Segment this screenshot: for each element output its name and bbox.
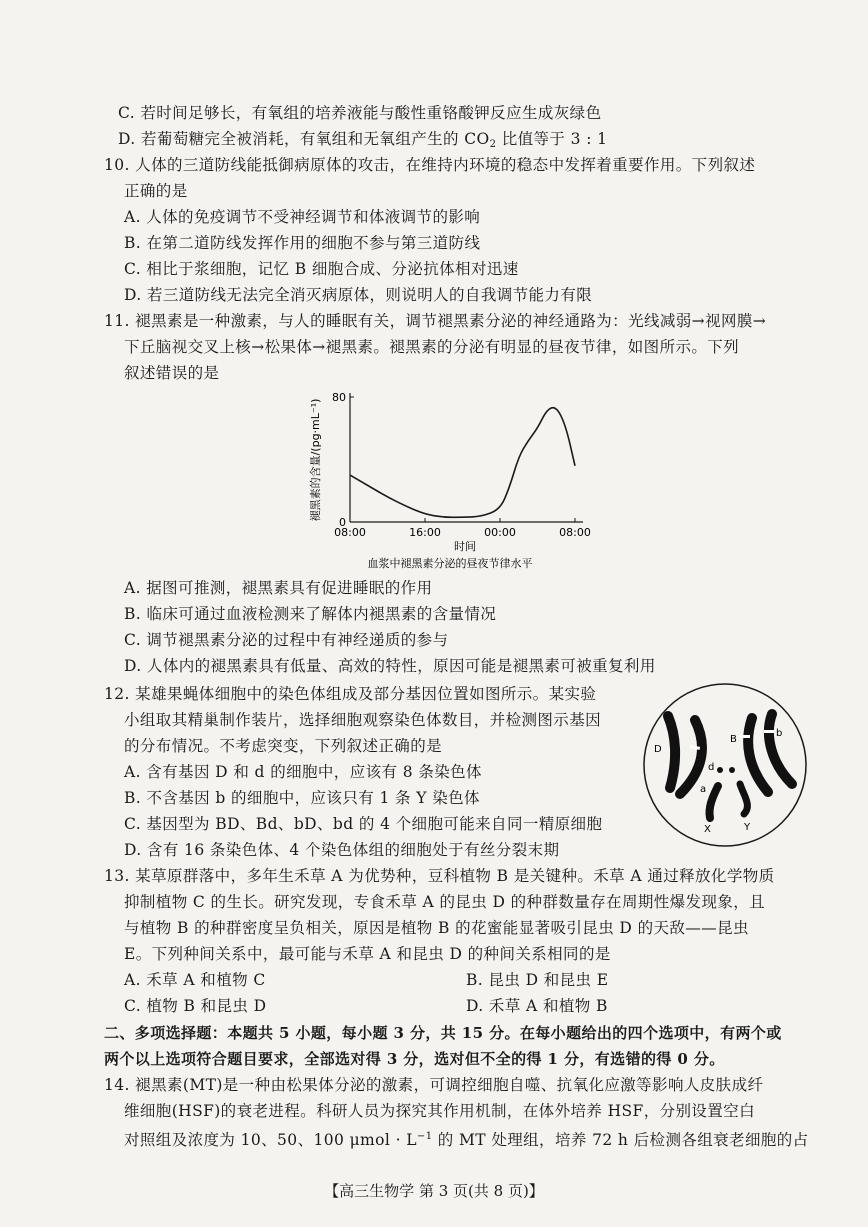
q13-stem-cont3: E。下列种间关系中，最可能与禾草 A 和昆虫 D 的种间关系相同的是 [124, 945, 611, 963]
q12-option-c: C. 基因型为 BD、Bd、bD、bd 的 4 个细胞可能来自同一精原细胞 [124, 815, 603, 833]
q11-stem-cont: 下丘脑视交叉上核→松果体→褪黑素。褪黑素的分泌有明显的昼夜节律，如图所示。下列 [124, 338, 740, 356]
chart-caption: 血浆中褪黑素分泌的昼夜节律水平 [367, 557, 533, 570]
chromosome-right-2 [769, 714, 792, 784]
q11-option-d: D. 人体内的褪黑素具有低量、高效的特性，原因可能是褪黑素可被重复利用 [124, 657, 656, 675]
y-tick-label: 0 [339, 516, 346, 529]
gene-label-D: D [654, 744, 662, 755]
q12-option-d: D. 含有 16 条染色体、4 个染色体组的细胞处于有丝分裂末期 [124, 841, 560, 859]
chromosome-left-2 [680, 720, 702, 794]
chart-x-axis-label: 时间 [454, 540, 476, 553]
chromosome-label-Y: Y [744, 822, 751, 833]
melatonin-series-line [350, 408, 575, 518]
q13-stem-cont2: 与植物 B 的种群密度呈负相关，原因是植物 B 的花蜜能显著吸引昆虫 D 的天敌——昆虫 [124, 919, 749, 937]
chart-axes [350, 393, 583, 522]
chromosome-figure [640, 680, 810, 850]
q10-option-c: C. 相比于浆细胞，记忆 B 细胞合成、分泌抗体相对迅速 [124, 260, 519, 278]
section-2-heading-cont: 两个以上选项符合题目要求，全部选对得 3 分，选对但不全的得 1 分，有选错的得 0 分。 [104, 1050, 725, 1068]
q12-option-a: A. 含有基因 D 和 d 的细胞中，应该有 8 条染色体 [124, 763, 482, 781]
q12-stem-cont: 小组取其精巢制作装片，选择细胞观察染色体数目，并检测图示基因 [124, 711, 602, 729]
q10-option-b: B. 在第二道防线发挥作用的细胞不参与第三道防线 [124, 234, 481, 252]
q11-option-a: A. 据图可推测，褪黑素具有促进睡眠的作用 [124, 579, 433, 597]
q11-stem: 11. 褪黑素是一种激素，与人的睡眠有关，调节褪黑素分泌的神经通路为：光线减弱→视网膜→ [104, 312, 767, 330]
y-tick-label: 80 [332, 391, 346, 404]
q13-option-d: D. 禾草 A 和植物 B [466, 997, 608, 1015]
x-tick-label: 16:00 [409, 526, 441, 539]
q10-stem-cont: 正确的是 [124, 182, 188, 200]
q12-stem: 12. 某雄果蝇体细胞中的染色体组成及部分基因位置如图所示。某实验 [104, 685, 597, 703]
x-tick-label: 00:00 [484, 526, 516, 539]
q11-stem-cont2: 叙述错误的是 [124, 364, 220, 382]
x-chromosome [709, 786, 718, 818]
gene-label-b: b [776, 728, 783, 739]
q12-stem-cont2: 的分布情况。不考虑突变，下列叙述正确的是 [124, 737, 443, 755]
q13-option-c: C. 植物 B 和昆虫 D [124, 997, 267, 1015]
q13-option-b: B. 昆虫 D 和昆虫 E [466, 971, 609, 989]
q10-stem: 10. 人体的三道防线能抵御病原体的攻击，在维持内环境的稳态中发挥着重要作用。下列叙述 [104, 156, 756, 174]
q10-option-d: D. 若三道防线无法完全消灭病原体，则说明人的自我调节能力有限 [124, 286, 593, 304]
q13-option-a: A. 禾草 A 和植物 C [124, 971, 266, 989]
q9-option-d: D. 若葡萄糖完全被消耗，有氧组和无氧组产生的 $CO_2$ 比值等于 3 : 1 [118, 130, 608, 150]
q10-option-a: A. 人体的免疫调节不受神经调节和体液调节的影响 [124, 208, 481, 226]
section-2-heading: 二、多项选择题：本题共 5 小题，每小题 3 分，共 15 分。在每小题给出的四个选项中，有两个或 [104, 1024, 782, 1042]
page-footer: 【高三生物学 第 3 页(共 8 页)】 [324, 1182, 544, 1200]
x-tick-label: 08:00 [334, 526, 366, 539]
gene-label-a: a [700, 784, 707, 795]
q9-option-c: C. 若时间足够长，有氧组的培养液能与酸性重铬酸钾反应生成灰绿色 [118, 104, 602, 122]
q14-stem-cont: 维细胞(HSF)的衰老进程。科研人员为探究其作用机制，在体外培养 HSF，分别设置空白 [124, 1102, 756, 1120]
q13-stem: 13. 某草原群落中，多年生禾草 A 为优势种，豆科植物 B 是关键种。禾草 A 通过释放化学物质 [104, 867, 775, 885]
melatonin-chart [300, 385, 600, 575]
q12-option-b: B. 不含基因 b 的细胞中，应该只有 1 条 Y 染色体 [124, 789, 480, 807]
chart-y-axis-label: 褪黑素的含量/(pg·mL⁻¹) [309, 398, 322, 522]
q11-option-b: B. 临床可通过血液检测来了解体内褪黑素的含量情况 [124, 605, 497, 623]
q14-stem: 14. 褪黑素(MT)是一种由松果体分泌的激素，可调控细胞自噬、抗氧化应激等影响人皮肤成纤 [104, 1076, 764, 1094]
q14-stem-cont2: 对照组及浓度为 10、50、100 $\mu mol \cdot L^{-1}$ 的 MT 处理组，培养 72 h 后检测各组衰老细胞的占 [124, 1131, 809, 1149]
q13-stem-cont: 抑制植物 C 的生长。研究发现，专食禾草 A 的昆虫 D 的种群数量存在周期性爆发现象，且 [124, 893, 766, 911]
q11-option-c: C. 调节褪黑素分泌的过程中有神经递质的参与 [124, 631, 449, 649]
chromosome-left-1 [668, 716, 675, 788]
x-tick-label: 08:00 [559, 526, 591, 539]
gene-label-B: B [730, 734, 737, 745]
chromosome-label-X: X [704, 824, 711, 835]
gene-label-d: d [708, 762, 715, 773]
y-chromosome [740, 784, 747, 814]
